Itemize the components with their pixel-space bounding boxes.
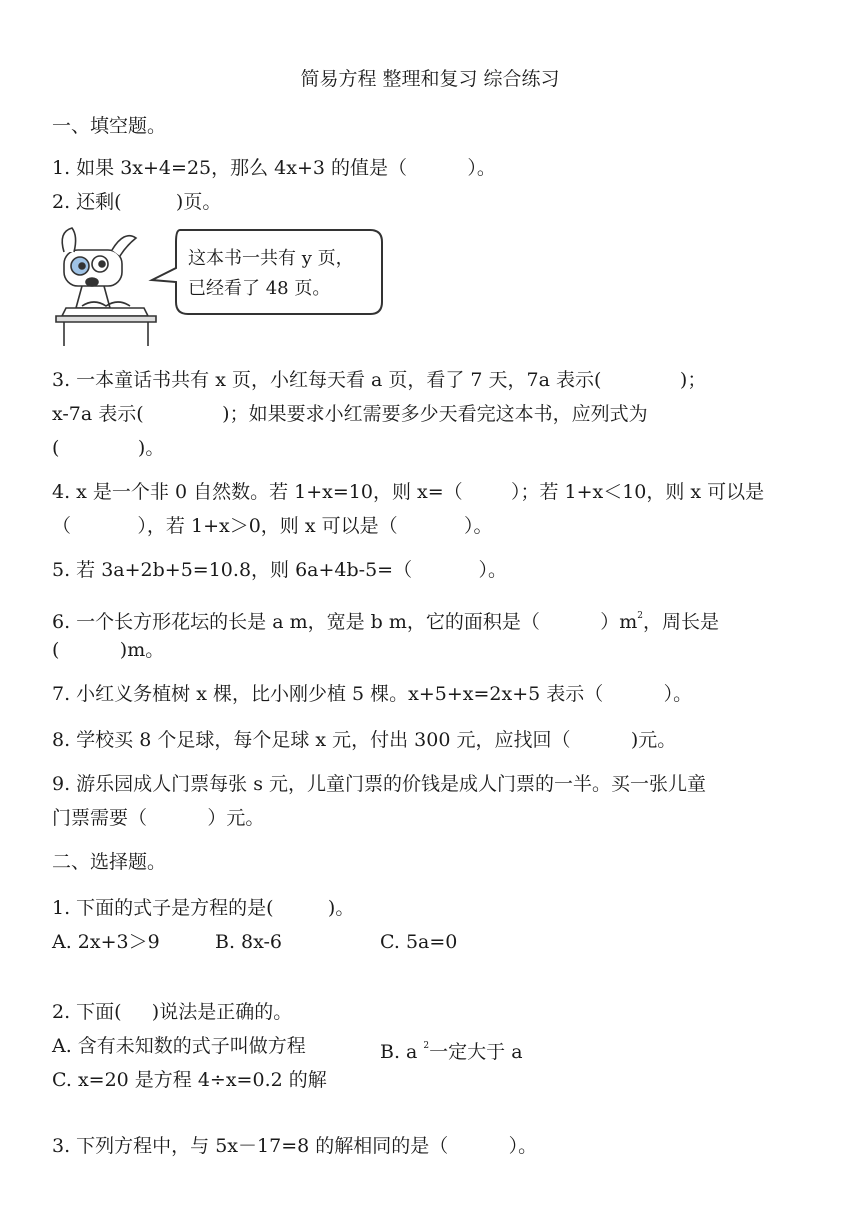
bubble-line-2: 已经看了 48 页。	[188, 278, 331, 299]
question-1-7: 7. 小红义务植树 x 棵，比小刚少植 5 棵。x+5+x=2x+5 表示（ ）。	[52, 683, 693, 705]
dog-icon	[56, 228, 156, 346]
question-2-2-option-b	[380, 1034, 523, 1064]
question-1-6-line-2: ( )m。	[52, 639, 165, 661]
question-1-6-tail: ，周长是	[643, 611, 720, 633]
question-2-1-option-c: C. 5a=0	[380, 931, 458, 953]
section-heading-multiple-choice: 二、选择题。	[52, 851, 167, 873]
question-1-3-line-3: ( )。	[52, 437, 165, 459]
speech-bubble	[152, 230, 382, 314]
page-title: 简易方程 整理和复习 综合练习	[300, 68, 560, 90]
question-1-4-line-2: （ ），若 1+x＞0，则 x 可以是（ ）。	[52, 515, 493, 537]
question-2-2: 2. 下面( )说法是正确的。	[52, 1001, 293, 1023]
question-2-3: 3. 下列方程中，与 5x－17=8 的解相同的是（ ）。	[52, 1135, 538, 1157]
question-1-2: 2. 还剩( )页。	[52, 191, 222, 213]
bubble-line-1: 这本书一共有 y 页，	[188, 248, 354, 269]
question-1-8: 8. 学校买 8 个足球，每个足球 x 元，付出 300 元，应找回（ )元。	[52, 729, 677, 751]
question-1-9-line-2: 门票需要（ ）元。	[52, 807, 265, 829]
question-2-2-option-a: A. 含有未知数的式子叫做方程	[52, 1035, 306, 1057]
superscript-2: 2	[637, 611, 643, 621]
question-2-1-option-b: B. 8x-6	[215, 931, 283, 953]
question-2-1: 1. 下面的式子是方程的是( )。	[52, 897, 355, 919]
dog-reading-illustration	[52, 222, 392, 348]
option-b-text: B. a	[380, 1041, 424, 1063]
question-1-9-line-1: 9. 游乐园成人门票每张 s 元，儿童门票的价钱是成人门票的一半。买一张儿童	[52, 773, 706, 795]
question-1-6-line-1	[52, 604, 719, 634]
question-1-6-text: 6. 一个长方形花坛的长是 a m，宽是 b m，它的面积是（ ）m	[52, 611, 638, 633]
superscript-2: 2	[423, 1041, 430, 1051]
question-2-2-option-c: C. x=20 是方程 4÷x=0.2 的解	[52, 1069, 327, 1091]
question-1-5: 5. 若 3a+2b+5=10.8，则 6a+4b-5=（ ）。	[52, 559, 508, 581]
section-heading-fill-blank: 一、填空题。	[52, 115, 167, 137]
question-1-4-line-1: 4. x 是一个非 0 自然数。若 1+x=10，则 x=（ ）；若 1+x＜10，则 x 可以是	[52, 481, 765, 503]
question-2-1-option-a: A. 2x+3＞9	[52, 931, 160, 953]
question-1-3-line-1: 3. 一本童话书共有 x 页，小红每天看 a 页，看了 7 天，7a 表示( )；	[52, 369, 707, 391]
question-1-1: 1. 如果 3x+4=25，那么 4x+3 的值是（ ）。	[52, 157, 496, 179]
question-1-3-line-2: x-7a 表示( )；如果要求小红需要多少天看完这本书，应列式为	[52, 403, 648, 425]
option-b-tail: 一定大于 a	[429, 1041, 523, 1063]
